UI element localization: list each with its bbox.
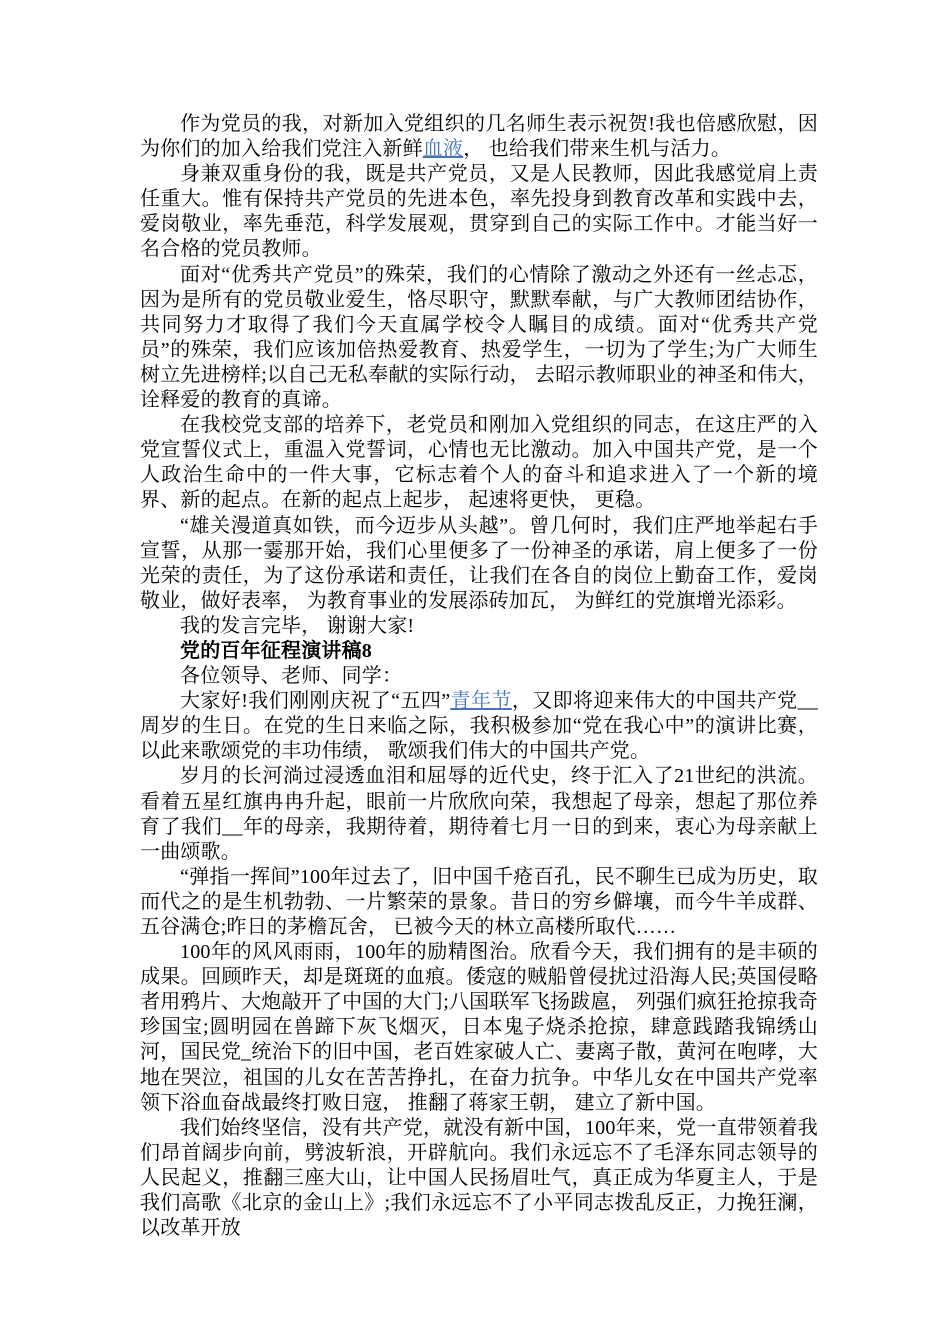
document-paragraph [140, 764, 818, 864]
document-paragraph [140, 263, 818, 414]
text-run: 面对“优秀共产党员”的殊荣，我们的心情除了激动之外还有一丝忐忑，因为是所有的党员敬业爱生，恪尽职守，默默奉献，与广大教师团结协作，共同努力才取得了我们今天直属学校令人瞩目的成绩。面对“优秀共产党员”的殊荣，我们应该加倍热爱教育、热爱学生，一切为了学生;为广大师生树立先进榜样;以自己无私奉献的实际行动， 去昭示教师职业的神圣和伟大， 诠释爱的教育的真谛。 [140, 263, 818, 412]
text-run: “弹指一挥间”100年过去了，旧中国千疮百孔，民不聊生已成为历史，取而代之的是生机勃勃、一片繁荣的景象。昔日的穷乡僻壤，而今牛羊成群、五谷满仓;昨日的茅檐瓦舍， 已被今天的林立高楼所取代…… [140, 865, 818, 938]
document-paragraph [140, 413, 818, 513]
text-run: 作为党员的我，对新加入党组织的几名师生表示祝贺!我也倍感欣慰，因为你们的加入给我们党注入新鲜 [140, 113, 818, 161]
document-paragraph [140, 865, 818, 940]
document-body [140, 112, 818, 1241]
text-run: 我的发言完毕， 谢谢大家! [180, 614, 415, 637]
document-paragraph [140, 664, 818, 689]
text-run: 我们始终坚信，没有共产党，就没有新中国，100年来，党一直带领着我们昂首阔步向前，劈波斩浪，开辟航向。我们永远忘不了毛泽东同志领导的人民起义，推翻三座大山，让中国人民扬眉吐气，真正成为华夏主人，于是我们高歌《北京的金山上》;我们永远忘不了小平同志拨乱反正，力挽狂澜，以改革开放 [140, 1116, 818, 1240]
youth-day-link[interactable]: 青年节 [450, 690, 512, 713]
text-run: 身兼双重身份的我，既是共产党员，又是人民教师，因此我感觉肩上责任重大。惟有保持共产党员的先进本色，率先投身到教育改革和实践中去，爱岗敬业，率先垂范，科学发展观，贯穿到自己的实际工作中。才能当好一名合格的党员教师。 [140, 163, 818, 261]
blood-link[interactable]: 血液 [422, 138, 464, 161]
text-run: 100年的风风雨雨，100年的励精图治。欣看今天，我们拥有的是丰硕的成果。回顾昨天，却是斑斑的血痕。倭寇的贼船曾侵扰过沿海人民;英国侵略者用鸦片、大炮敲开了中国的大门;八国联军飞扬跋扈， 列强们疯狂抢掠我奇珍国宝;圆明园在兽蹄下灰飞烟灭，日本鬼子烧杀抢掠，肆意践踏我锦绣山河，国民党_统治下的旧中国，老百姓家破人亡、妻离子散，黄河在咆哮，大地在哭泣，祖国的儿女在苦苦挣扎，在奋力抗争。中华儿女在中国共产党率领下浴血奋战最终打败日寇， 推翻了蒋家王朝， 建立了新中国。 [140, 941, 818, 1114]
text-run: ， 也给我们带来生机与活力。 [463, 138, 732, 161]
text-run: 各位领导、老师、同学： [180, 665, 403, 688]
text-run: 党的百年征程演讲稿8 [180, 639, 372, 662]
text-run: “雄关漫道真如铁，而今迈步从头越”。曾几何时，我们庄严地举起右手宣誓，从那一霎那开始，我们心里便多了一份神圣的承诺，肩上便多了一份光荣的责任，为了这份承诺和责任，让我们在各自的岗位上勤奋工作，爱岗敬业，做好表率， 为教育事业的发展添砖加瓦， 为鲜红的党旗增光添彩。 [140, 514, 818, 612]
text-run: 岁月的长河淌过浸透血泪和屈辱的近代史，终于汇入了21世纪的洪流。看着五星红旗冉冉升起，眼前一片欣欣向荣，我想起了母亲，想起了那位养育了我们__年的母亲，我期待着，期待着七月一日的到来，衷心为母亲献上一曲颂歌。 [140, 765, 818, 863]
document-paragraph [140, 112, 818, 162]
document-paragraph [140, 940, 818, 1116]
text-run: 大家好!我们刚刚庆祝了“五四” [180, 690, 451, 713]
document-paragraph [140, 514, 818, 614]
document-paragraph [140, 689, 818, 764]
document-paragraph [140, 1116, 818, 1241]
section-heading [140, 639, 818, 664]
document-paragraph [140, 614, 818, 639]
text-run: 在我校党支部的培养下，老党员和刚加入党组织的同志，在这庄严的入党宣誓仪式上，重温入党誓词，心情也无比激动。加入中国共产党，是一个人政治生命中的一件大事，它标志着个人的奋斗和追求进入了一个新的境界、新的起点。在新的起点上起步， 起速将更快， 更稳。 [140, 414, 818, 512]
text-run: ，又即将迎来伟大的中国共产党__周岁的生日。在党的生日来临之际，我积极参加“党在我心中”的演讲比赛，以此来歌颂党的丰功伟绩， 歌颂我们伟大的中国共产党。 [140, 690, 818, 763]
document-paragraph [140, 162, 818, 262]
